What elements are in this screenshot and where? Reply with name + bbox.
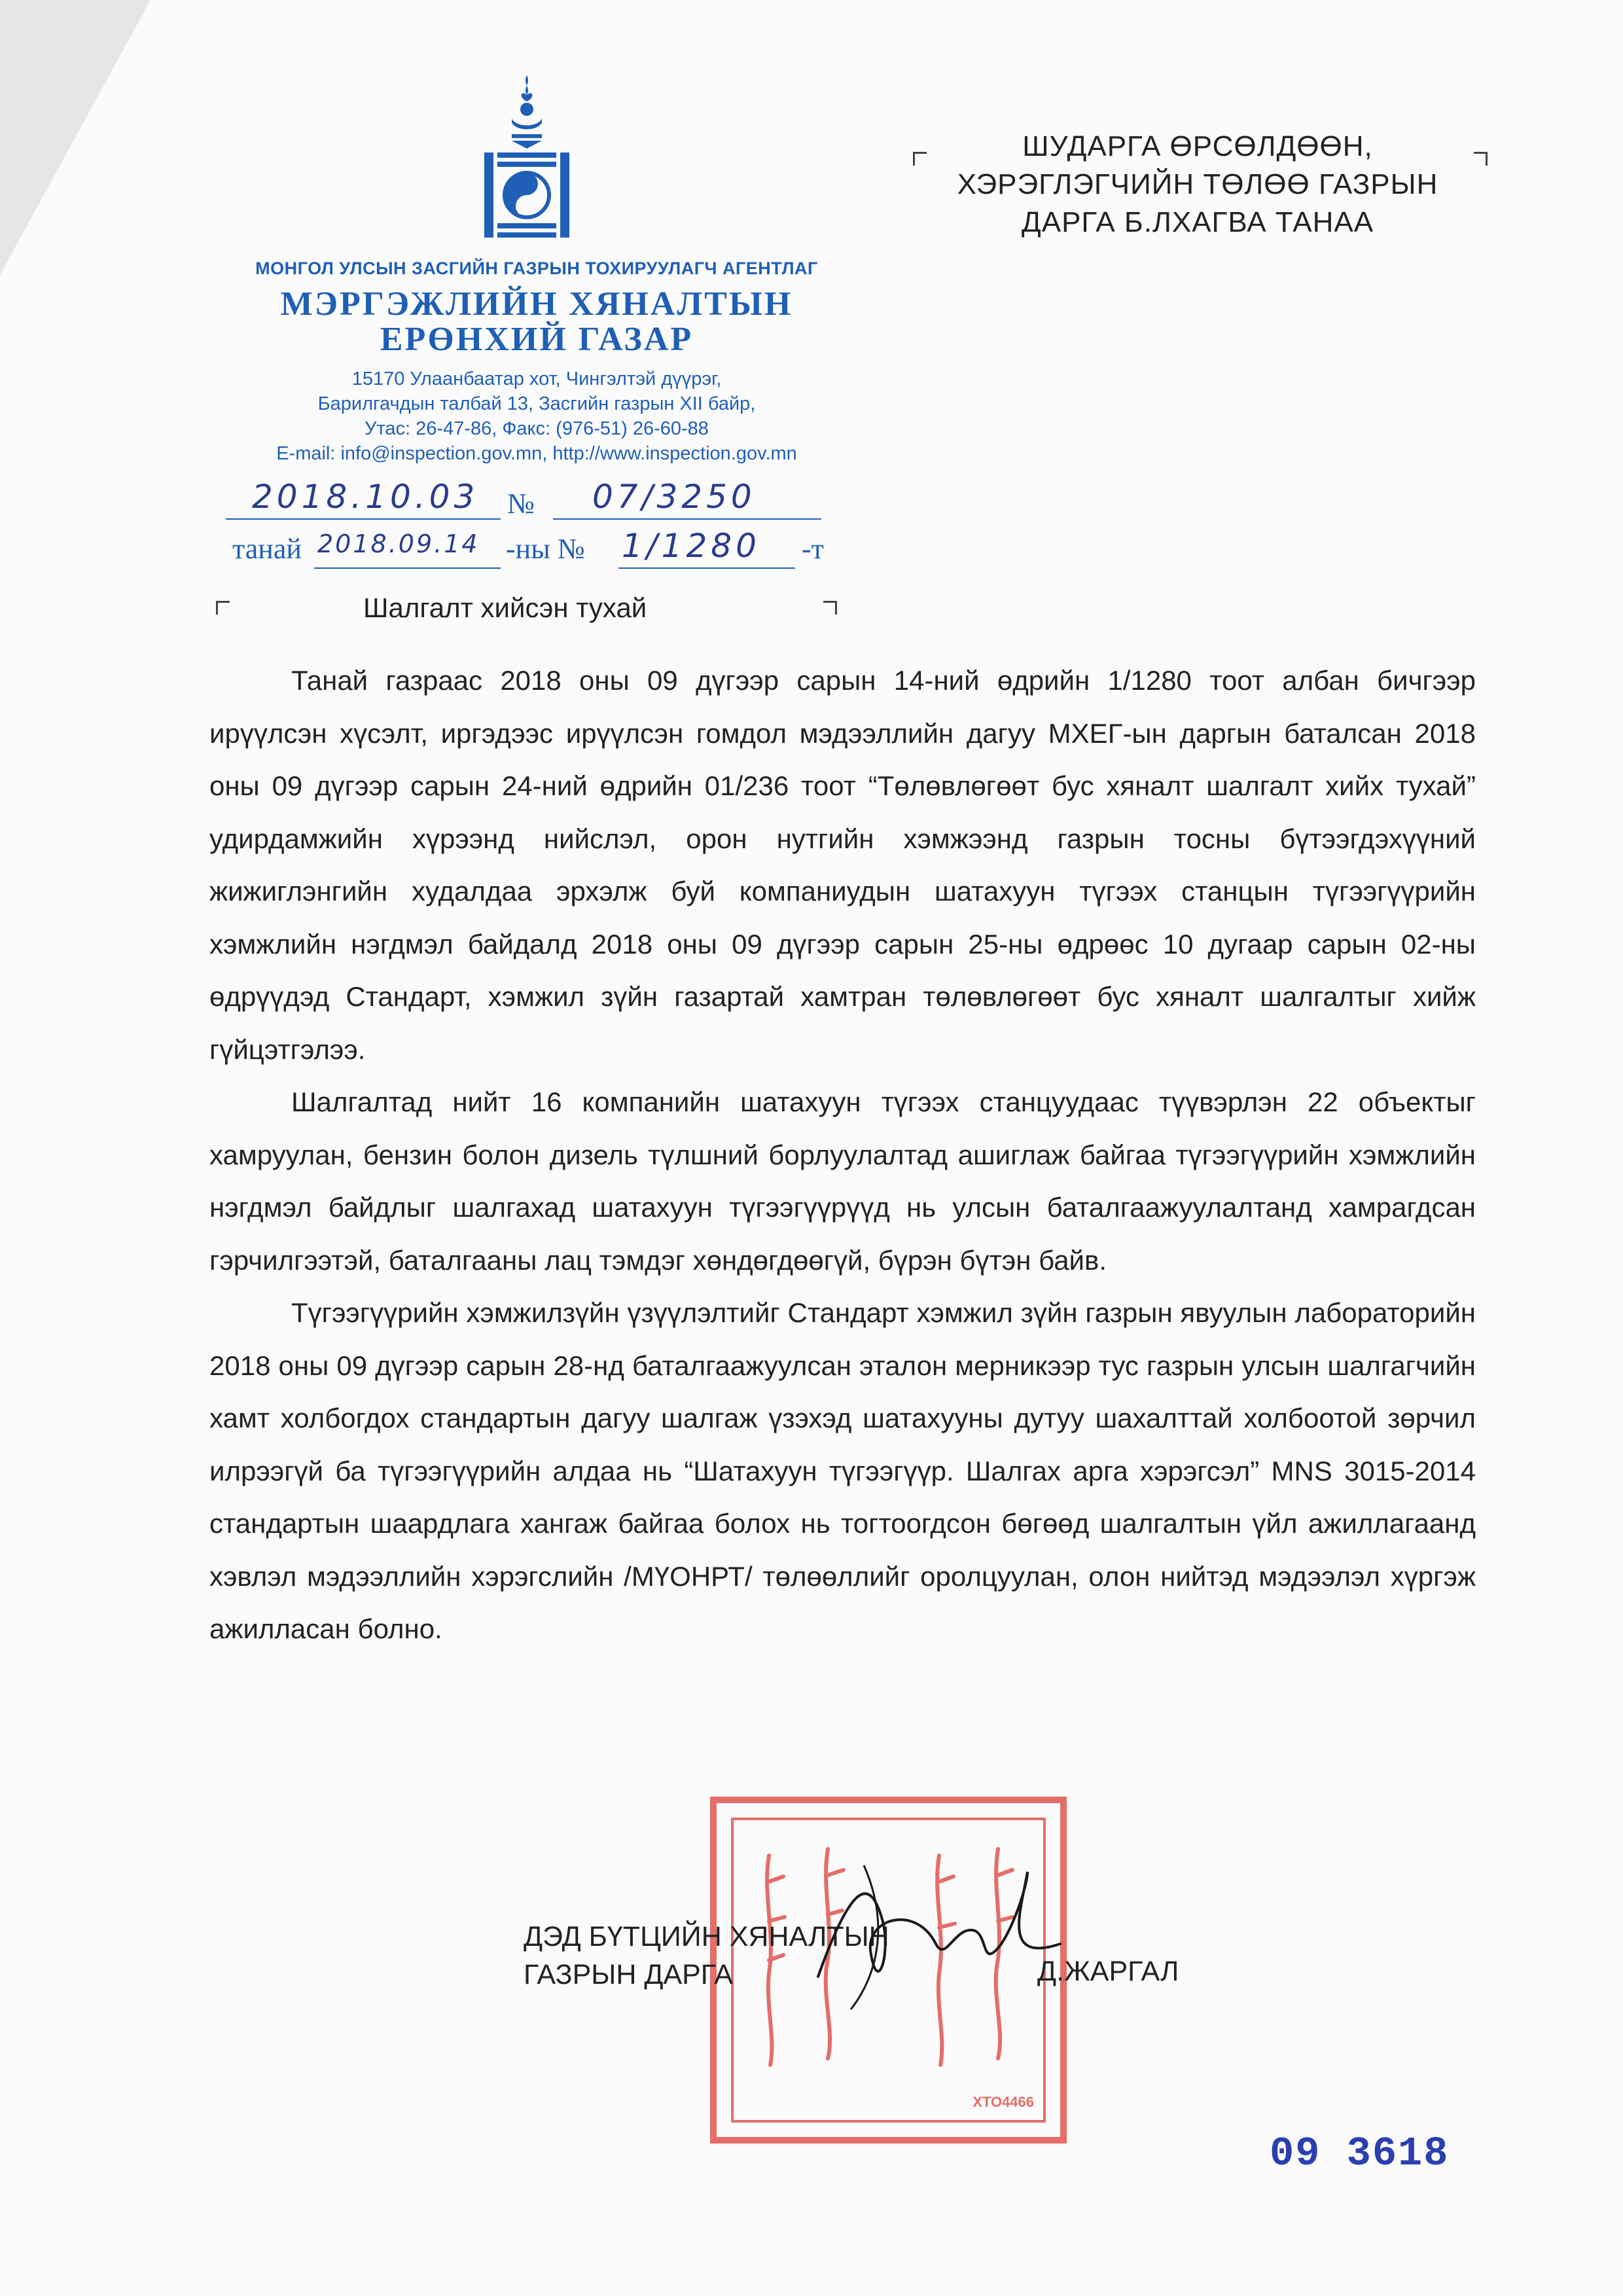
your-number-underline	[618, 567, 795, 569]
number-underline	[553, 518, 821, 520]
date-underline	[226, 518, 501, 520]
body-paragraph: Танай газраас 2018 оны 09 дүгээр сарын 14-ний өдрийн 1/1280 тоот албан бичгээр ирүүлсэн хүсэлт, иргэдээс ирүүлсэн гомдол мэдээллийн дагуу МХЕГ-ын даргын баталсан 2018 оны 09 дүгээр сарын 24-ний өдрийн 01/236 тоот “Төлөвлөгөөт бус хяналт шалгалт хийх тухай” удирдамжийн хүрээнд нийслэл, орон нутгийн хэмжээнд газрын тосны бүтээгдэхүүний жижиглэнгийн худалдаа эрхэлж буй компаниудын шатахуун түгээх станцын түгээгүүрийн хэмжлийн нэгдмэл байдалд 2018 оны 09 дүгээр сарын 25-ны өдрөөс 10 дугаар сарын 02-ны өдрүүдэд Стандарт, хэмжил зүйн газартай хамтран төлөвлөгөөт бус хяналт шалгалтыг хийж гүйцэтгэлээ.	[209, 665, 1476, 1065]
soyombo-emblem-icon	[478, 75, 576, 245]
your-end-suffix: -т	[802, 533, 824, 565]
your-number: 1/1280	[622, 527, 760, 565]
signatory-name: Д.ЖАРГАЛ	[1037, 1956, 1179, 1987]
letter-number: 07/3250	[592, 478, 756, 516]
number-label: №	[507, 488, 535, 520]
letterhead-address	[196, 367, 877, 466]
addressee-line2: ХЭРЭГЛЭГЧИЙН ТӨЛӨӨ ГАЗРЫН	[957, 168, 1438, 200]
your-date: 2018.09.14	[317, 529, 480, 558]
signatory-title-line2: ГАЗРЫН ДАРГА	[524, 1959, 733, 1990]
body-paragraph: Шалгалтад нийт 16 компанийн шатахуун түгээх станцуудаас түүвэрлэн 22 объектыг хамруулан, бензин болон дизель түлшний борлуулалтад ашиглаж байгаа түгээгүүрийн хэмжлийн нэгдмэл байдлыг шалгахад шатахуун түгээгүүрүүд нь улсын баталгаажуулалтанд хамрагдсан гэрчилгээтэй, баталгааны лац тэмдэг хөндөгдөөгүй, бүрэн бүтэн байв.	[209, 1086, 1476, 1276]
address-line1: 15170 Улаанбаатар хот, Чингэлтэй дүүрэг,	[351, 368, 722, 389]
folded-corner	[0, 0, 151, 275]
agency-name: МОНГОЛ УЛСЫН ЗАСГИЙН ГАЗРЫН ТОХИРУУЛАГЧ АГЕНТЛАГ	[255, 259, 818, 278]
registration-number-stamp: 09 3618	[1270, 2130, 1450, 2177]
signatory-title-line1: ДЭД БҮТЦИЙН ХЯНАЛТЫН	[524, 1921, 889, 1952]
body-paragraph: Түгээгүүрийн хэмжилзүйн үзүүлэлтийг Стандарт хэмжил зүйн газрын явуулын лабораторийн 2018 оны 09 дүгээр сарын 28-нд баталгаажуулсан эталон мерникээр тус газрын улсын шалгагчийн хамт холбогдох стандартын дагуу шалгаж үзэхэд шатахууны дутуу шахалттай холбоотой зөрчил илрээгүй ба түгээгүүрийн алдаа нь “Шатахуун түгээгүүр. Шалгах арга хэрэгсэл” MNS 3015-2014 стандартын шаардлага хангаж байгаа болох нь тогтоогдсон бөгөөд шалгалтын үйл ажиллагаанд хэвлэл мэдээллийн хэрэгслийн /МҮОНРТ/ төлөөллийг оролцуулан, олон нийтэд мэдээлэл хүргэж ажилласан болно.	[209, 1297, 1476, 1644]
outgoing-reference	[226, 478, 880, 524]
organization-name	[196, 287, 877, 357]
addressee-line1: ШУДАРГА ӨРСӨЛДӨӨН,	[1022, 130, 1373, 162]
organization-name-line1: МЭРГЭЖЛИЙН ХЯНАЛТЫН	[280, 285, 793, 323]
your-label: танай	[232, 533, 302, 565]
letter-body	[209, 655, 1476, 1656]
letter-date: 2018.10.03	[252, 478, 479, 516]
subject-line: Шалгалт хийсэн тухай	[363, 592, 647, 623]
address-line2: Барилгачдын талбай 13, Засгийн газрын XII байр,	[317, 393, 756, 414]
addressee-line3: ДАРГА Б.ЛХАГВА ТАНАА	[1021, 206, 1374, 238]
incoming-reference	[226, 527, 880, 573]
phone-fax: Утас: 26-47-86, Факс: (976-51) 26-60-88	[365, 418, 709, 439]
subject-corner-left	[216, 601, 230, 615]
your-date-underline	[314, 567, 501, 569]
handwritten-signature	[720, 1846, 1086, 2016]
subject-corner-right	[823, 601, 837, 615]
email-website: E-mail: info@inspection.gov.mn, http://www.inspection.gov.mn	[276, 443, 797, 464]
organization-name-line2: ЕРӨНХИЙ ГАЗАР	[380, 321, 694, 358]
addressee-block	[903, 128, 1492, 242]
seal-code: ХТО4466	[972, 2094, 1034, 2110]
your-number-label: -ны №	[506, 533, 585, 565]
